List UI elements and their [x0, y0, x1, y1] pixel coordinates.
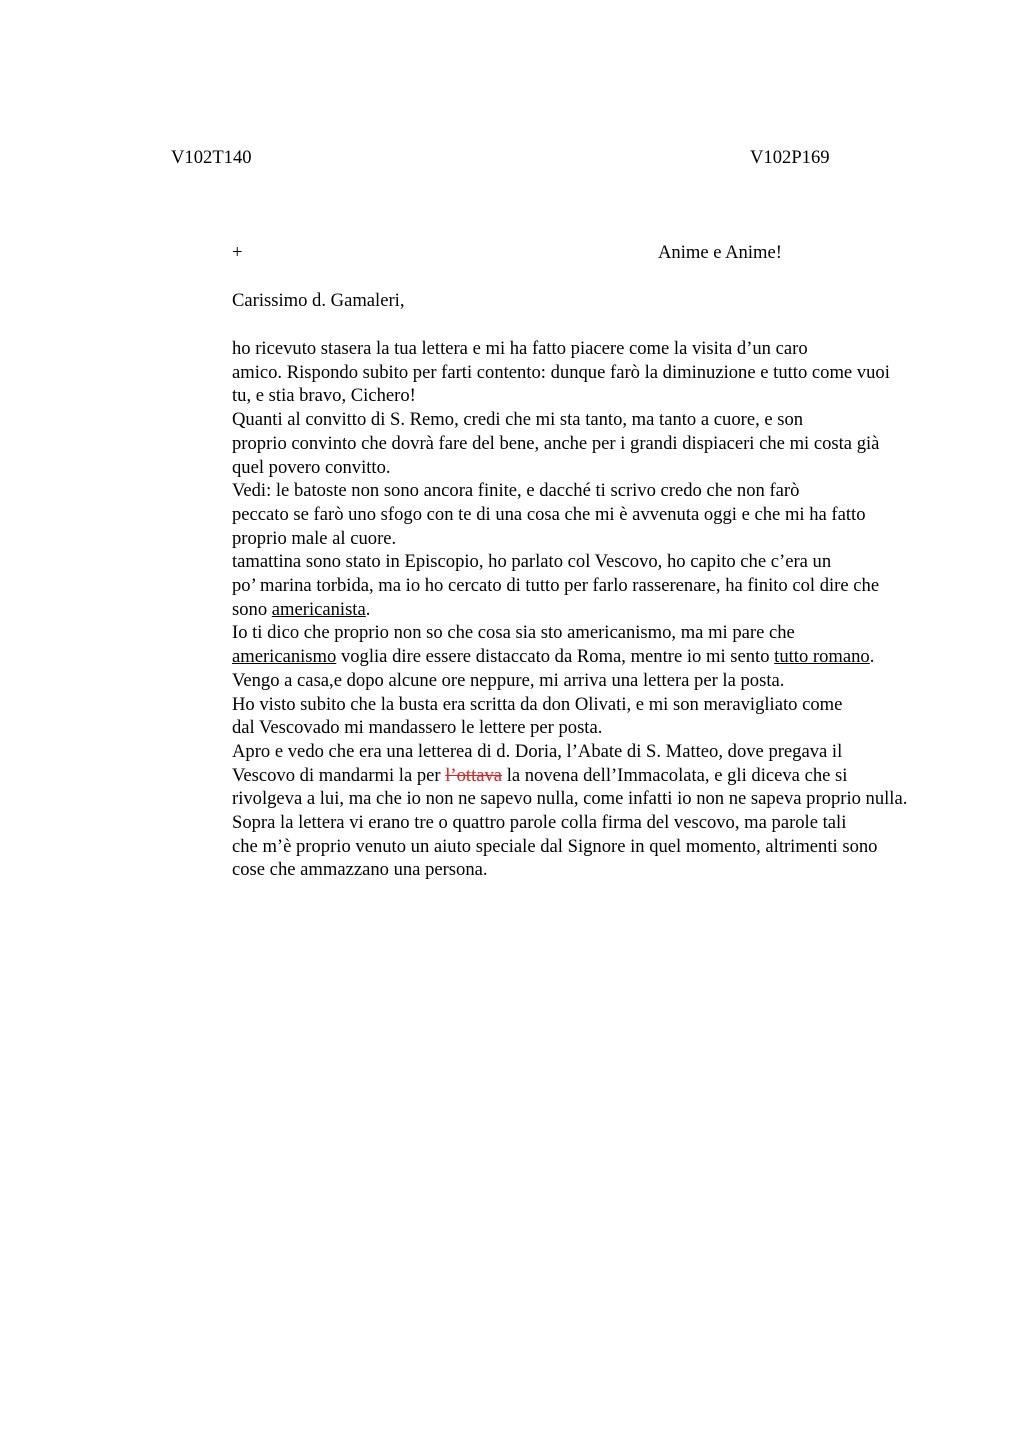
- paragraph-3: [171, 479, 926, 550]
- salutation: Carissimo d. Gamaleri,: [232, 290, 405, 311]
- text-run: tamattina sono stato in Episcopio, ho parlato col Vescovo, ho capito che c’era un: [232, 551, 832, 573]
- text-line: [171, 527, 926, 551]
- text-run: sono: [232, 598, 272, 620]
- text-run: po’ marina torbida, ma io ho cercato di tutto per farlo rasserenare, ha finito col dire che: [232, 575, 880, 597]
- text-run: voglia dire essere distaccato da Roma, mentre io mi sento: [336, 646, 775, 668]
- text-line: [171, 787, 926, 811]
- text-run: Vescovo di mandarmi la per: [232, 764, 446, 786]
- text-line: [171, 740, 926, 764]
- text-line: [171, 716, 926, 740]
- text-line: [171, 858, 926, 882]
- reference-code-left: V102T140: [171, 147, 252, 168]
- paragraph-8: [171, 740, 926, 811]
- text-line: [171, 835, 926, 859]
- text-line: [171, 645, 926, 669]
- text-line: [171, 384, 926, 408]
- text-run: Quanti al convitto di S. Remo, credi che mi sta tanto, ma tanto a cuore, e son: [232, 409, 804, 431]
- cross-symbol: +: [232, 242, 243, 263]
- text-line: [171, 811, 926, 835]
- text-run: ho ricevuto stasera la tua lettera e mi ha fatto piacere come la visita d’un caro: [232, 338, 808, 359]
- text-line: [171, 337, 926, 361]
- text-run: rivolgeva a lui, ma che io non ne sapevo nulla, come infatti io non ne sapeva proprio nulla.: [232, 788, 908, 810]
- text-run: che m’è proprio venuto un aiuto speciale dal Signore in quel momento, altrimenti sono: [232, 835, 878, 857]
- text-line: [171, 503, 926, 527]
- paragraph-7: [171, 693, 926, 740]
- text-line: [171, 574, 926, 598]
- text-line: [171, 764, 926, 788]
- text-run: Vengo a casa,e dopo alcune ore neppure, mi arriva una lettera per la posta.: [232, 669, 785, 691]
- text-line: [171, 361, 926, 385]
- underlined-word: americanista: [271, 598, 366, 620]
- text-run: Ho visto subito che la busta era scritta da don Olivati, e mi son meravigliato come: [232, 693, 843, 715]
- text-run: .: [365, 598, 371, 620]
- text-run: cose che ammazzano una persona.: [232, 859, 488, 881]
- text-run: tu, e stia bravo, Cichero!: [232, 385, 416, 407]
- text-run: Apro e vedo che era una letterea di d. Doria, l’Abate di S. Matteo, dove pregava il: [232, 740, 843, 762]
- text-run: proprio male al cuore.: [232, 527, 397, 549]
- text-run: dal Vescovado mi mandassero le lettere per posta.: [232, 717, 603, 739]
- reference-code-right: V102P169: [750, 147, 830, 168]
- deleted-word: l’ottava: [445, 764, 503, 786]
- text-line: [171, 408, 926, 432]
- paragraph-6: [171, 669, 926, 693]
- underlined-word: tutto romano: [774, 646, 870, 668]
- text-run: la novena dell’Immacolata, e gli diceva che si: [502, 764, 848, 786]
- text-line: [171, 550, 926, 574]
- letter-body: [171, 337, 926, 882]
- text-line: [171, 456, 926, 480]
- text-line: [171, 479, 926, 503]
- text-line: [171, 693, 926, 717]
- text-run: amico. Rispondo subito per farti contento: dunque farò la diminuzione e tutto come vuoi: [232, 361, 890, 383]
- text-run: .: [869, 646, 875, 668]
- letter-title: Anime e Anime!: [658, 242, 782, 263]
- text-run: peccato se farò uno sfogo con te di una cosa che mi è avvenuta oggi e che mi ha fatto: [232, 503, 866, 525]
- text-line: [171, 669, 926, 693]
- text-run: Io ti dico che proprio non so che cosa sia sto americanismo, ma mi pare che: [232, 622, 795, 644]
- paragraph-4: [171, 550, 926, 621]
- text-line: [171, 621, 926, 645]
- paragraph-1: [171, 337, 926, 408]
- text-line: [171, 598, 926, 622]
- paragraph-9: [171, 811, 926, 882]
- text-run: quel povero convitto.: [232, 456, 391, 478]
- paragraph-2: [171, 408, 926, 479]
- text-run: Sopra la lettera vi erano tre o quattro parole colla firma del vescovo, ma parole tali: [232, 812, 847, 834]
- paragraph-5: [171, 621, 926, 668]
- text-run: Vedi: le batoste non sono ancora finite, e dacché ti scrivo credo che non farò: [232, 480, 800, 502]
- text-run: proprio convinto che dovrà fare del bene, anche per i grandi dispiaceri che mi costa già: [232, 432, 880, 454]
- text-line: [171, 432, 926, 456]
- underlined-word: americanismo: [232, 646, 337, 668]
